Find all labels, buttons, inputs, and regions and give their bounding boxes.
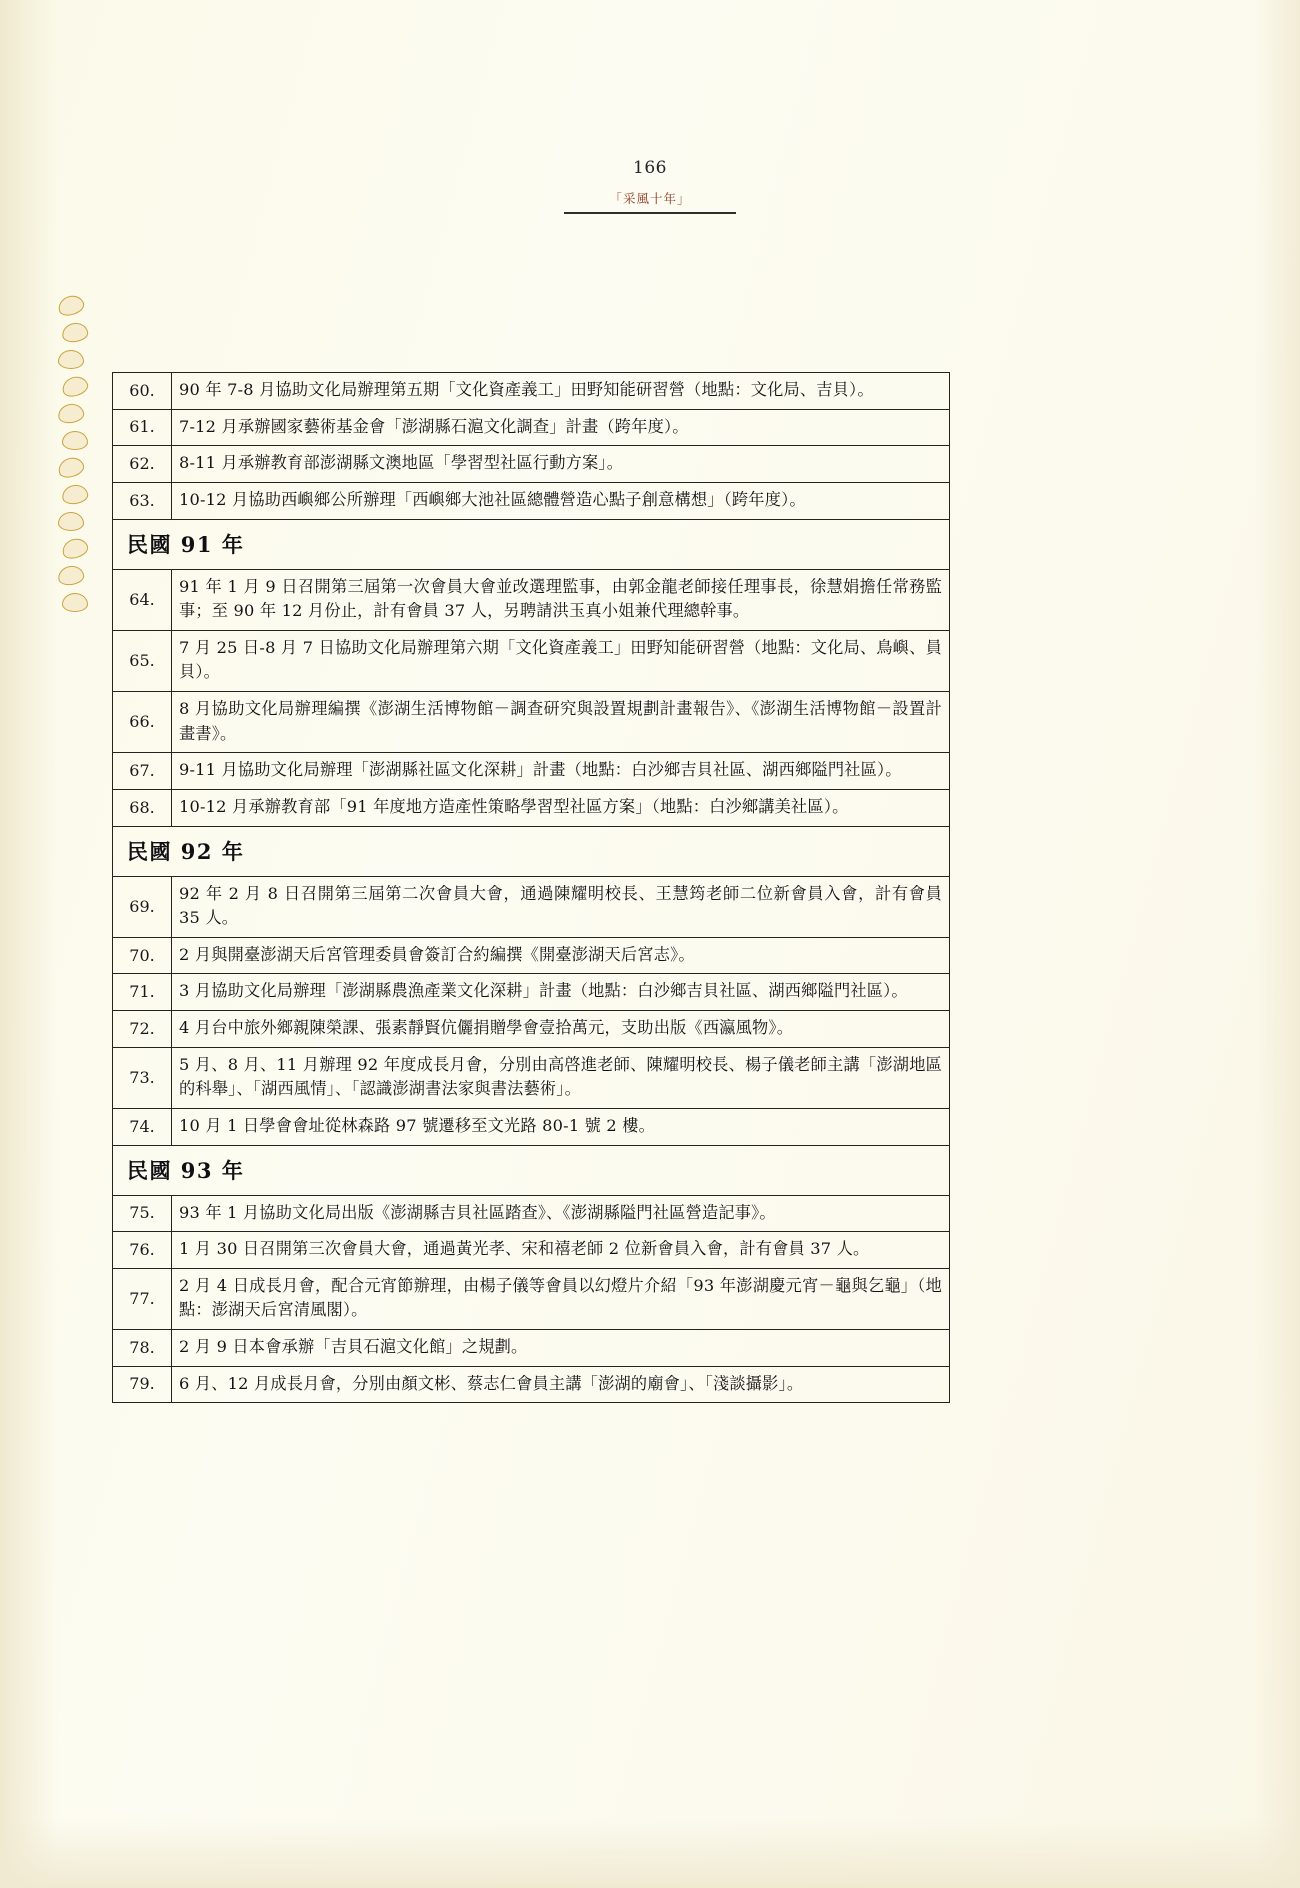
entry-text: 3 月協助文化局辦理「澎湖縣農漁產業文化深耕」計畫（地點：白沙鄉吉貝社區、湖西鄉隘門社區）。 — [172, 974, 950, 1011]
entry-text: 7 月 25 日-8 月 7 日協助文化局辦理第六期「文化資產義工」田野知能研習營（地點：文化局、鳥嶼、員貝）。 — [172, 630, 950, 691]
table-row — [113, 937, 950, 974]
entry-text: 7-12 月承辦國家藝術基金會「澎湖縣石滬文化調查」計畫（跨年度）。 — [172, 409, 950, 446]
table-row — [113, 1232, 950, 1269]
petal-icon — [61, 321, 90, 344]
petal-icon — [58, 512, 84, 531]
petal-icon — [60, 535, 91, 561]
entry-text: 92 年 2 月 8 日召開第三屆第二次會員大會，通過陳耀明校長、王慧筠老師二位新會員入會，計有會員 35 人。 — [172, 876, 950, 937]
records-table-container — [112, 372, 950, 1403]
entry-text: 93 年 1 月協助文化局出版《澎湖縣吉貝社區踏查》、《澎湖縣隘門社區營造記事》。 — [172, 1195, 950, 1232]
era-heading-row — [113, 519, 950, 569]
header-divider-rule — [564, 212, 736, 214]
era-heading-row — [113, 826, 950, 876]
table-row — [113, 446, 950, 483]
entry-number: 70. — [113, 937, 172, 974]
entry-number: 74. — [113, 1108, 172, 1145]
entry-text: 1 月 30 日召開第三次會員大會，通過黃光孝、宋和禧老師 2 位新會員入會，計有會員 37 人。 — [172, 1232, 950, 1269]
petal-icon — [60, 373, 91, 399]
petal-icon — [56, 454, 87, 480]
entry-text: 2 月 4 日成長月會，配合元宵節辦理，由楊子儀等會員以幻燈片介紹「93 年澎湖慶元宵－龜與乞龜」（地點：澎湖天后宮清風閣）。 — [172, 1268, 950, 1329]
petal-icon — [61, 483, 90, 506]
table-row — [113, 1330, 950, 1367]
entry-number: 66. — [113, 692, 172, 753]
entry-number: 64. — [113, 569, 172, 630]
entry-number: 69. — [113, 876, 172, 937]
table-row — [113, 1268, 950, 1329]
table-row — [113, 569, 950, 630]
table-row — [113, 692, 950, 753]
table-row — [113, 373, 950, 410]
petal-icon — [57, 402, 86, 425]
page-edge-shading-bottom — [0, 1818, 1300, 1888]
entry-text: 10-12 月承辦教育部「91 年度地方造產性策略學習型社區方案」（地點：白沙鄉講美社區）。 — [172, 789, 950, 826]
entry-text: 10 月 1 日學會會址從林森路 97 號遷移至文光路 80-1 號 2 樓。 — [172, 1108, 950, 1145]
entry-number: 62. — [113, 446, 172, 483]
page-edge-shading-right — [1254, 0, 1300, 1888]
era-heading-row — [113, 1145, 950, 1195]
entry-text: 6 月、12 月成長月會，分別由顏文彬、蔡志仁會員主講「澎湖的廟會」、「淺談攝影」。 — [172, 1366, 950, 1403]
table-row — [113, 876, 950, 937]
entry-text: 90 年 7-8 月協助文化局辦理第五期「文化資產義工」田野知能研習營（地點：文化局、吉貝）。 — [172, 373, 950, 410]
table-row — [113, 482, 950, 519]
entry-number: 65. — [113, 630, 172, 691]
entry-text: 2 月與開臺澎湖天后宮管理委員會簽訂合約編撰《開臺澎湖天后宮志》。 — [172, 937, 950, 974]
entry-number: 61. — [113, 409, 172, 446]
entry-text: 8 月協助文化局辦理編撰《澎湖生活博物館－調查研究與設置規劃計畫報告》、《澎湖生活博物館－設置計畫書》。 — [172, 692, 950, 753]
petal-icon — [62, 431, 88, 450]
entry-number: 68. — [113, 789, 172, 826]
table-row — [113, 1011, 950, 1048]
page-number: 166 — [633, 158, 667, 178]
running-header — [0, 188, 1300, 210]
table-row — [113, 1366, 950, 1403]
petal-icon — [62, 593, 88, 612]
entry-number: 71. — [113, 974, 172, 1011]
entry-number: 79. — [113, 1366, 172, 1403]
entry-number: 75. — [113, 1195, 172, 1232]
table-row — [113, 789, 950, 826]
entry-number: 76. — [113, 1232, 172, 1269]
entry-number: 77. — [113, 1268, 172, 1329]
era-heading-label: 民國 93 年 — [113, 1145, 950, 1195]
page-edge-shading-left — [0, 0, 58, 1888]
entry-text: 5 月、8 月、11 月辦理 92 年度成長月會，分別由高啓進老師、陳耀明校長、楊子儀老師主講「澎湖地區的科舉」、「湖西風情」、「認識澎湖書法家與書法藝術」。 — [172, 1047, 950, 1108]
era-heading-label: 民國 92 年 — [113, 826, 950, 876]
floral-petal-column-icon — [58, 296, 92, 636]
records-table — [112, 372, 950, 1403]
table-row — [113, 753, 950, 790]
entry-number: 60. — [113, 373, 172, 410]
table-row — [113, 630, 950, 691]
entry-text: 10-12 月協助西嶼鄉公所辦理「西嶼鄉大池社區總體營造心點子創意構想」（跨年度）。 — [172, 482, 950, 519]
table-row — [113, 1047, 950, 1108]
entry-number: 73. — [113, 1047, 172, 1108]
running-title: 「采風十年」 — [609, 191, 691, 206]
entry-number: 67. — [113, 753, 172, 790]
entry-number: 78. — [113, 1330, 172, 1367]
entry-text: 9-11 月協助文化局辦理「澎湖縣社區文化深耕」計畫（地點：白沙鄉吉貝社區、湖西鄉隘門社區）。 — [172, 753, 950, 790]
entry-text: 4 月台中旅外鄉親陳榮課、張素靜賢伉儷捐贈學會壹拾萬元，支助出版《西瀛風物》。 — [172, 1011, 950, 1048]
entry-number: 72. — [113, 1011, 172, 1048]
petal-icon — [58, 350, 84, 369]
era-heading-label: 民國 91 年 — [113, 519, 950, 569]
entry-text: 8-11 月承辦教育部澎湖縣文澳地區「學習型社區行動方案」。 — [172, 446, 950, 483]
petal-icon — [56, 292, 87, 318]
table-row — [113, 409, 950, 446]
entry-number: 63. — [113, 482, 172, 519]
entry-text: 91 年 1 月 9 日召開第三屆第一次會員大會並改選理監事，由郭金龍老師接任理事長，徐慧娟擔任常務監事；至 90 年 12 月份止，計有會員 37 人，另聘請洪玉真小姐兼代理總幹事。 — [172, 569, 950, 630]
table-row — [113, 1195, 950, 1232]
petal-icon — [57, 564, 86, 587]
entry-text: 2 月 9 日本會承辦「吉貝石滬文化館」之規劃。 — [172, 1330, 950, 1367]
table-row — [113, 974, 950, 1011]
table-row — [113, 1108, 950, 1145]
